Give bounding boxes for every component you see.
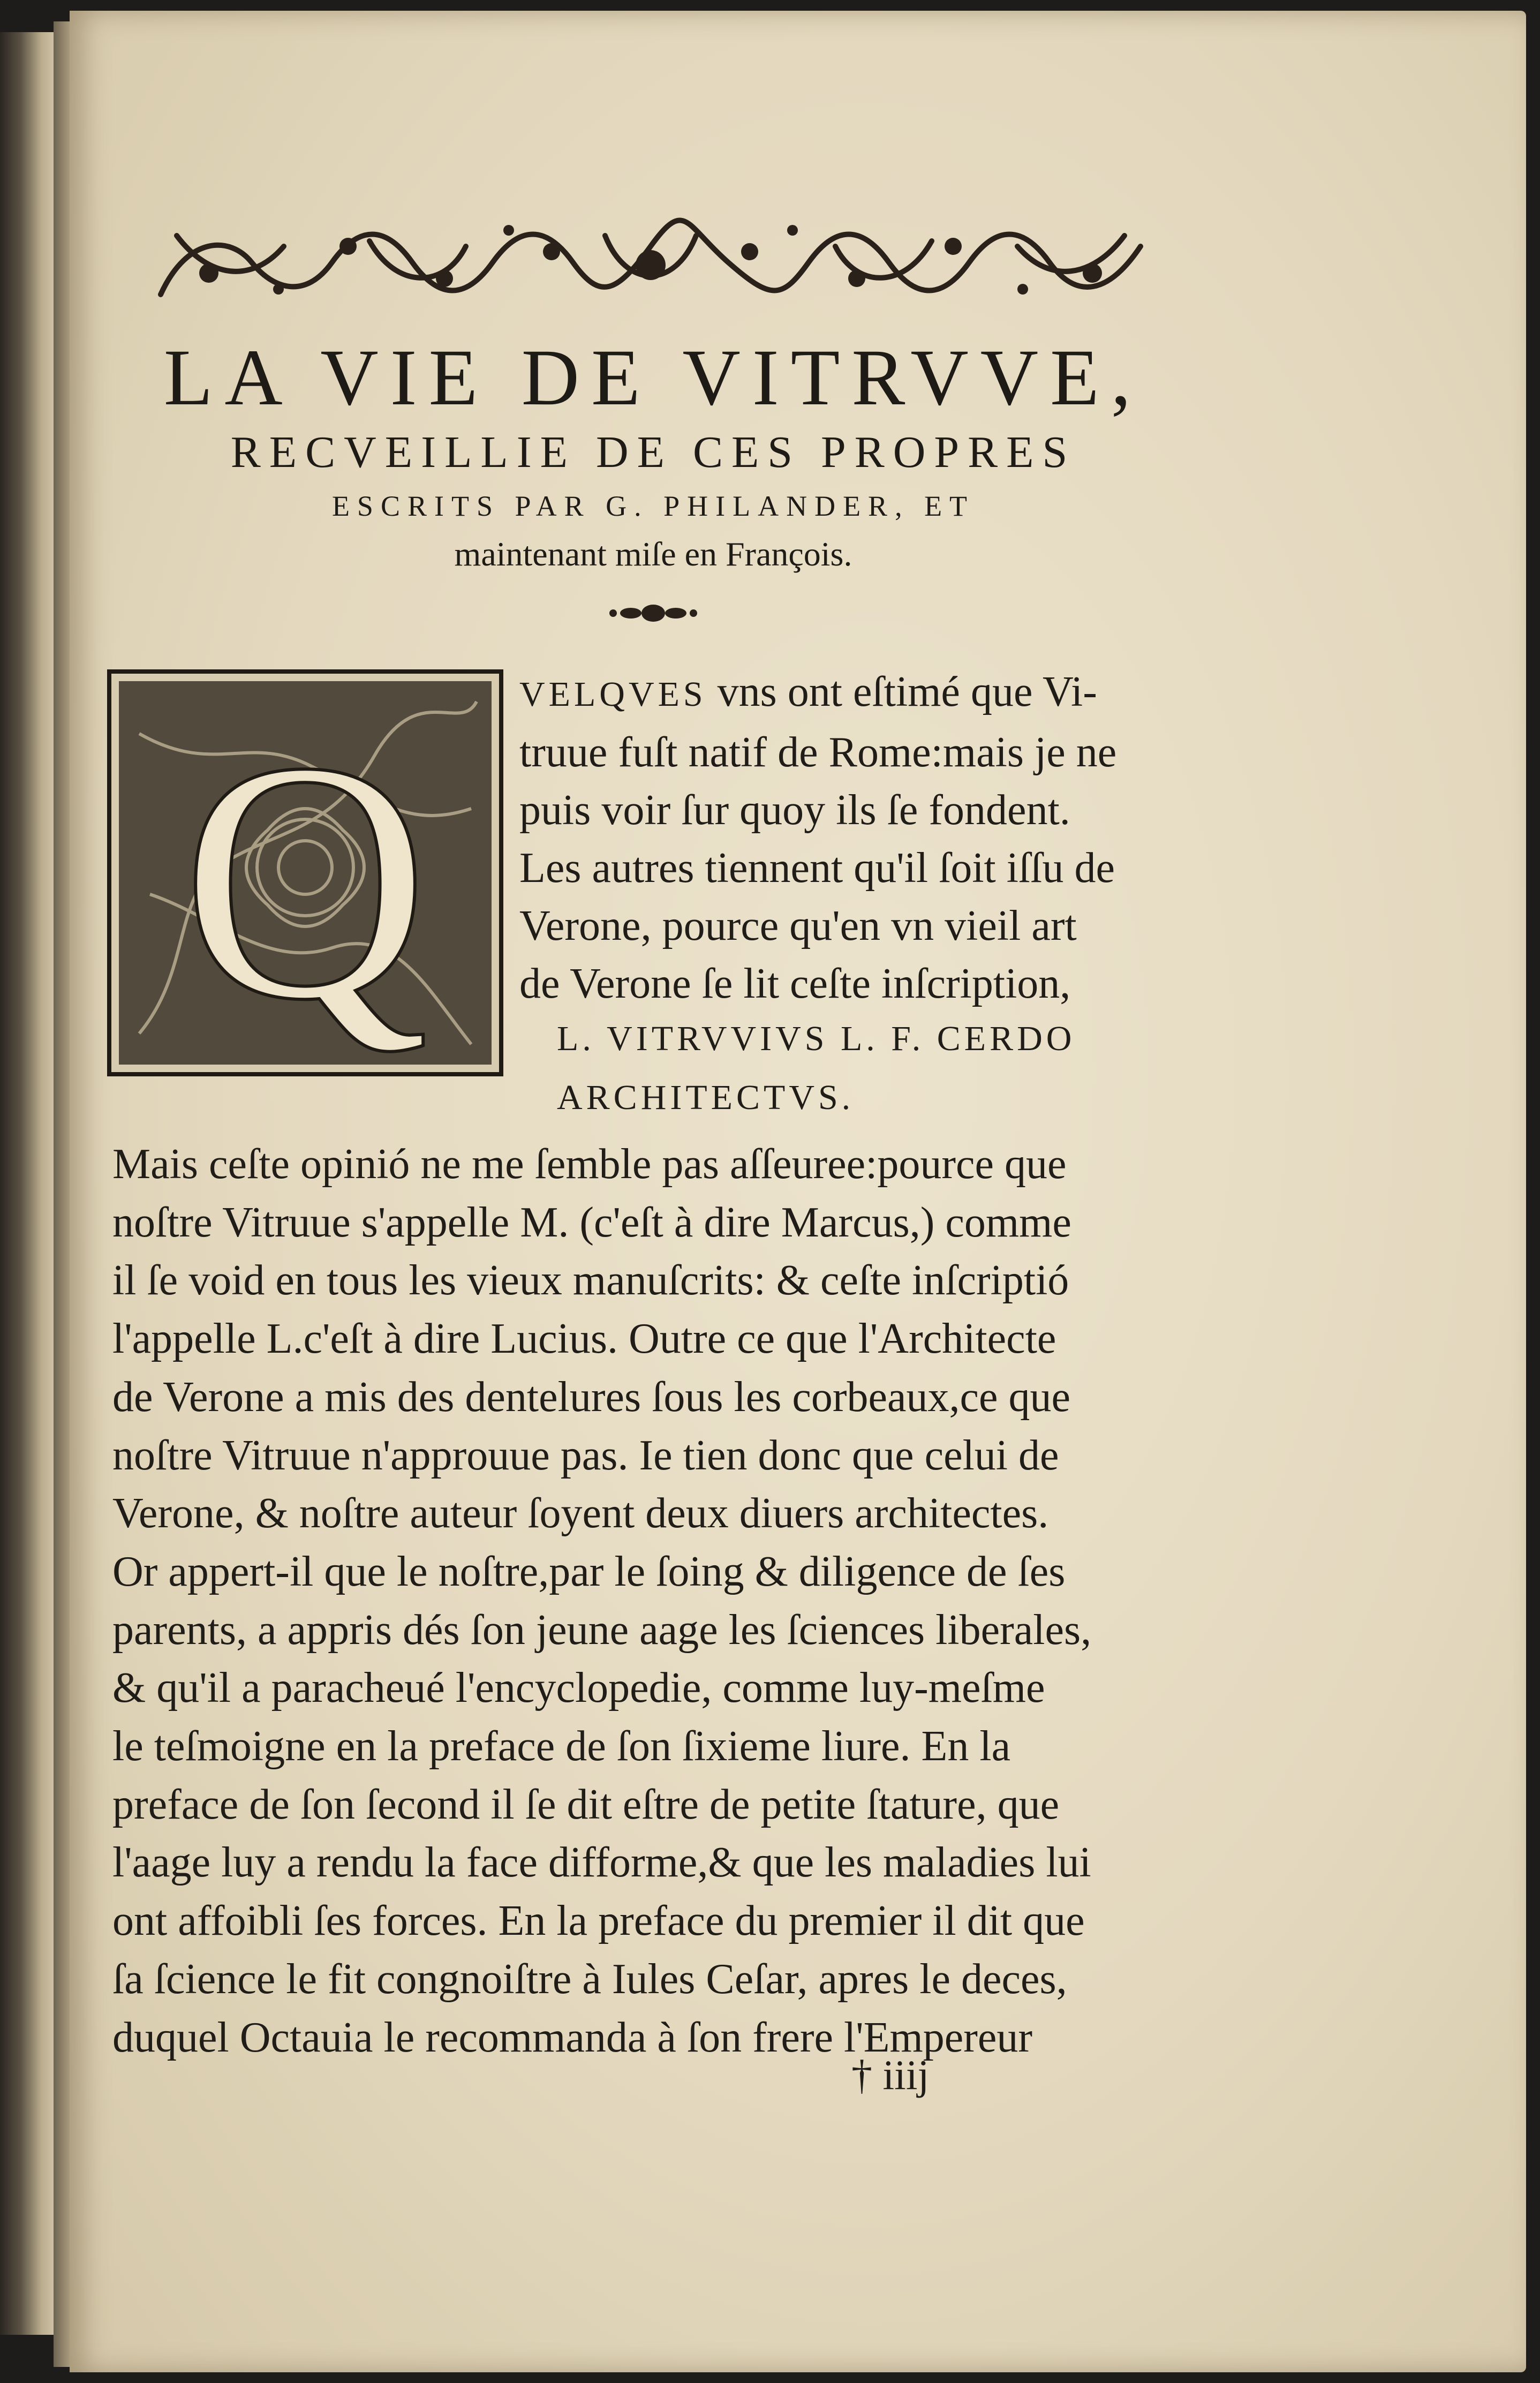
ornamental-headpiece [145, 214, 1157, 311]
title-block [118, 332, 1189, 578]
body-paragraph [112, 1135, 1264, 2067]
lead-paragraph [519, 663, 1232, 1013]
decorated-initial-q [107, 669, 503, 1076]
lead-line: puis voir ſur quoy ils ſe fondent. [519, 787, 1070, 834]
lead-line: truue fuſt natif de Rome:mais je ne [519, 729, 1117, 776]
body-line: ſa ſcience le fit congnoiſtre à Iules Ceſar, apres le deces, [112, 1955, 1067, 2003]
body-line: l'appelle L.c'eſt à dire Lucius. Outre ce que l'Architecte [112, 1315, 1056, 1363]
title-subline-2: ESCRITS PAR G. PHILANDER, ET [331, 490, 975, 522]
inscription-line-2: ARCHITECTVS. [557, 1078, 855, 1117]
body-line: duquel Octauia le recommanda à ſon frere l'Empereur [112, 2014, 1033, 2061]
lead-line: Verone, pource qu'en vn vieil art [519, 902, 1077, 949]
body-line: il ſe void en tous les vieux manuſcrits: & ceſte inſcriptió [112, 1257, 1069, 1304]
lead-line: de Verone ſe lit ceſte inſcription, [519, 960, 1071, 1007]
body-line: preface de ſon ſecond il ſe dit eſtre de petite ſtature, que [112, 1781, 1060, 1828]
title-subline-3: maintenant miſe en François. [454, 535, 852, 573]
lead-line: Les autres tiennent qu'il ſoit iſſu de [519, 844, 1115, 892]
body-line: Verone, & noſtre auteur ſoyent deux diuers architectes. [112, 1490, 1049, 1537]
fleuron-ornament-icon [605, 597, 701, 629]
body-line: l'aage luy a rendu la face difforme,& que les maladies lui [112, 1839, 1091, 1887]
body-line: le teſmoigne en la preface de ſon ſixieme liure. En la [112, 1723, 1011, 1770]
signature-mark: † iiij [851, 2052, 930, 2098]
body-line: de Verone a mis des dentelures ſous les corbeaux,ce que [112, 1373, 1071, 1421]
body-line: Mais ceſte opinió ne me ſemble pas aſſeuree:pource que [112, 1141, 1067, 1188]
inscription-quote [557, 1009, 1253, 1127]
lead-line: VELQVES vns ont eſtimé que Vi- [519, 668, 1097, 715]
page-title: LA VIE DE VITRVVE, [163, 333, 1143, 422]
title-subline-1: RECVEILLIE DE CES PROPRES [230, 427, 1076, 477]
body-line: Or appert-il que le noſtre,par le ſoing & diligence de ſes [112, 1548, 1066, 1595]
body-line: noſtre Vitruue n'approuue pas. Ie tien donc que celui de [112, 1431, 1059, 1479]
facing-page-edge [0, 32, 59, 2335]
initial-letter: Q [181, 691, 429, 1070]
body-line: ont affoibli ſes forces. En la preface du premier il dit que [112, 1897, 1085, 1945]
body-line: noſtre Vitruue s'appelle M. (c'eſt à dire Marcus,) comme [112, 1198, 1071, 1246]
body-line: parents, a appris dés ſon jeune aage les ſciences liberales, [112, 1606, 1092, 1654]
body-line: & qu'il a paracheué l'encyclopedie, comme luy-meſme [112, 1664, 1045, 1712]
inscription-line-1: L. VITRVVIVS L. F. CERDO [557, 1019, 1076, 1058]
